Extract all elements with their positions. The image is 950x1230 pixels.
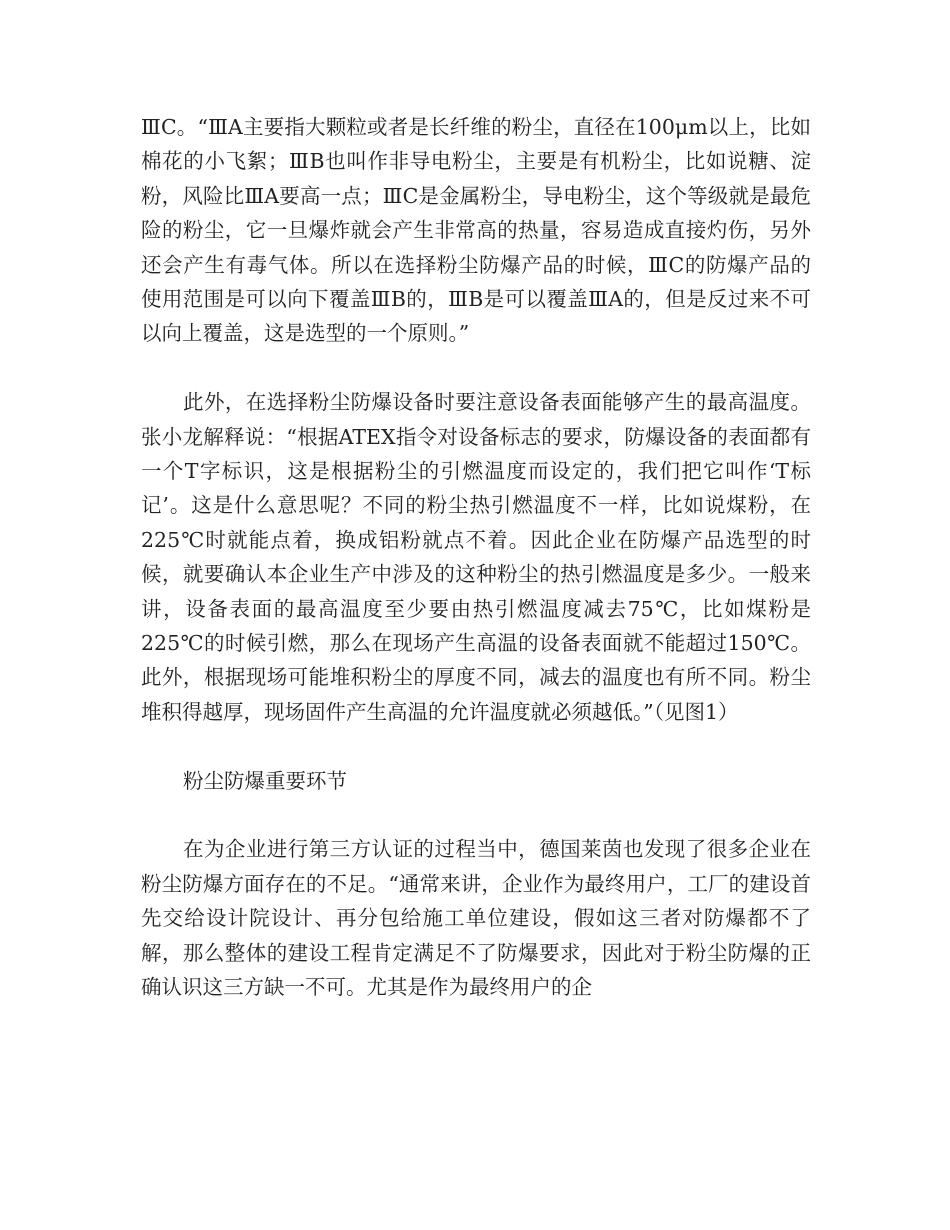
section-heading: 粉尘防爆重要环节 (183, 768, 347, 793)
document-body (141, 110, 811, 1005)
paragraph-third-party-certification: 在为企业进行第三方认证的过程当中，德国莱茵也发现了很多企业在粉尘防爆方面存在的不足。“通常来讲，企业作为最终用户，工厂的建设首先交给设计院设计、再分包给施工单位建设，假如这三者对防爆都不了解，那么整体的建设工程肯定满足不了防爆要求，因此对于粉尘防爆的正确认识这三方缺一不可。尤其是作为最终用户的企 (141, 837, 811, 1000)
paragraph-surface-temperature: 此外，在选择粉尘防爆设备时要注意设备表面能够产生的最高温度。张小龙解释说：“根据ATEX指令对设备标志的要求，防爆设备的表面都有一个T字标识，这是根据粉尘的引燃温度而设定的，我们把它叫作‘T标记’。这是什么意思呢？不同的粉尘热引燃温度不一样，比如说煤粉，在225℃时就能点着，换成铝粉就点不着。因此企业在防爆产品选型的时候，就要确认本企业生产中涉及的这种粉尘的热引燃温度是多少。一般来讲，设备表面的最高温度至少要由热引燃温度减去75℃，比如煤粉是225℃的时候引燃，那么在现场产生高温的设备表面就不能超过150℃。此外，根据现场可能堆积粉尘的厚度不同，减去的温度也有所不同。粉尘堆积得越厚，现场固件产生高温的允许温度就必须越低。”（见图1） (141, 390, 811, 724)
paragraph-dust-groups: ⅢC。“ⅢA主要指大颗粒或者是长纤维的粉尘，直径在100μm以上，比如棉花的小飞絮；ⅢB也叫作非导电粉尘，主要是有机粉尘，比如说糖、淀粉，风险比ⅢA要高一点；ⅢC是金属粉尘，导电粉尘，这个等级就是最危险的粉尘，它一旦爆炸就会产生非常高的热量，容易造成直接灼伤，另外还会产生有毒气体。所以在选择粉尘防爆产品的时候，ⅢC的防爆产品的使用范围是可以向下覆盖ⅢB的，ⅢB是可以覆盖ⅢA的，但是反过来不可以向上覆盖，这是选型的一个原则。” (141, 115, 811, 346)
